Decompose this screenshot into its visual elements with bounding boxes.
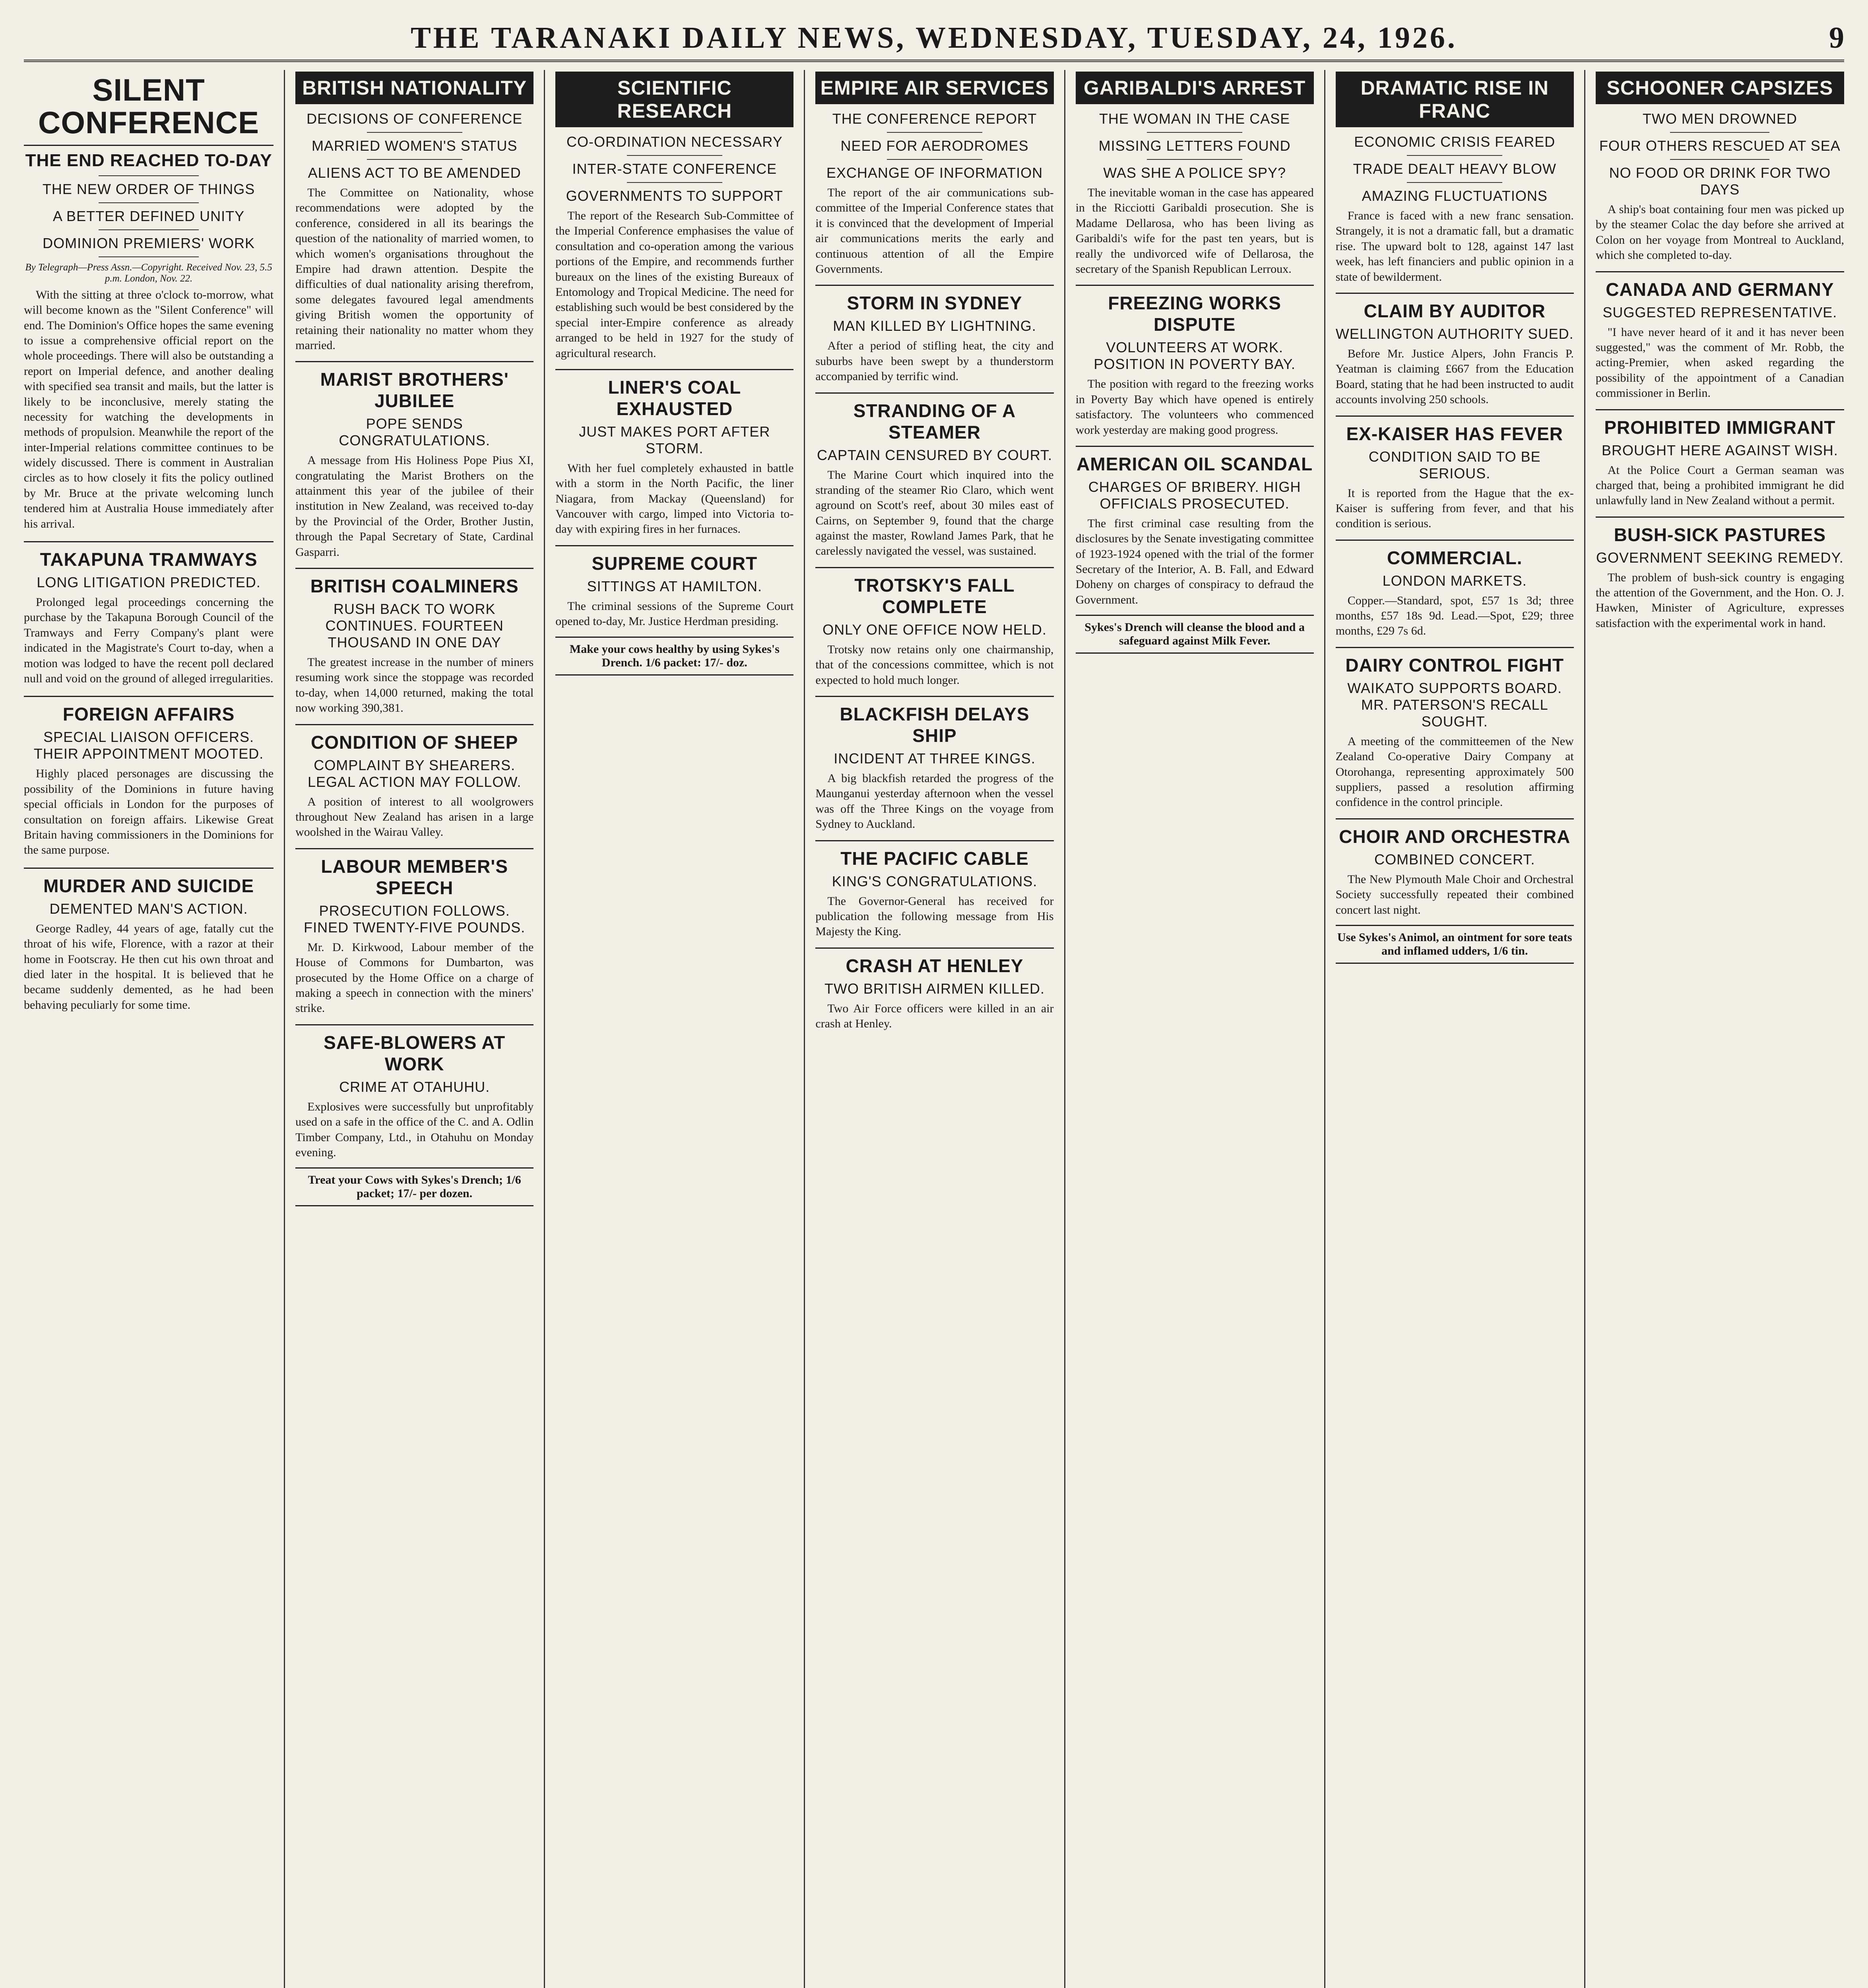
deck: NO FOOD OR DRINK FOR TWO DAYS bbox=[1609, 165, 1831, 198]
deck: TWO MEN DROWNED bbox=[1642, 111, 1797, 127]
deck: GOVERNMENT SEEKING REMEDY. bbox=[1596, 549, 1844, 566]
section-headline: CHOIR AND ORCHESTRA bbox=[1336, 818, 1574, 847]
column-header: BRITISH NATIONALITY bbox=[295, 72, 533, 104]
deck: INCIDENT AT THREE KINGS. bbox=[834, 750, 1036, 767]
deck: VOLUNTEERS AT WORK. POSITION IN POVERTY BAY. bbox=[1094, 339, 1296, 373]
deck: THE NEW ORDER OF THINGS bbox=[42, 181, 255, 197]
deck: FOUR OTHERS RESCUED AT SEA bbox=[1599, 138, 1841, 154]
advertisement: Sykes's Drench will cleanse the blood and a safeguard against Milk Fever. bbox=[1076, 615, 1314, 654]
article-body: Two Air Force officers were killed in an air crash at Henley. bbox=[815, 1002, 1054, 1031]
column-header: SCIENTIFIC RESEARCH bbox=[555, 72, 793, 127]
article-takapuna-tramways bbox=[24, 541, 274, 686]
deck: LONDON MARKETS. bbox=[1382, 572, 1527, 589]
article-body: The New Plymouth Male Choir and Orchestral Society successfully repeated their combined concert last night. bbox=[1335, 872, 1574, 916]
deck: DECISIONS OF CONFERENCE bbox=[306, 111, 523, 127]
deck: NEED FOR AERODROMES bbox=[840, 138, 1029, 154]
deck: WAIKATO SUPPORTS BOARD. MR. PATERSON'S RECALL SOUGHT. bbox=[1347, 679, 1562, 730]
deck: THE END REACHED TO-DAY bbox=[25, 150, 272, 170]
deck: INTER-STATE CONFERENCE bbox=[572, 161, 777, 177]
deck: CONDITION SAID TO BE SERIOUS. bbox=[1368, 448, 1541, 481]
deck: WAS SHE A POLICE SPY? bbox=[1103, 165, 1286, 181]
section-headline: SUPREME COURT bbox=[555, 545, 793, 574]
column-6 bbox=[1324, 70, 1584, 1988]
section-headline: CANADA AND GERMANY bbox=[1596, 271, 1844, 300]
article-body: France is faced with a new franc sensation. Strangely, it is not a dramatic fall, but a dramatic rise. The upward bolt to 128, against 147 last week, has left financiers and public opinion in a state of bewilderment. bbox=[1335, 209, 1574, 283]
section-headline: THE PACIFIC CABLE bbox=[815, 840, 1053, 869]
deck: BROUGHT HERE AGAINST WISH. bbox=[1602, 442, 1838, 458]
deck: COMBINED CONCERT. bbox=[1374, 851, 1535, 868]
newspaper-title: THE TARANAKI DAILY NEWS, WEDNESDAY, TUESDAY, 24, 1926. bbox=[411, 21, 1457, 54]
article-body: The position with regard to the freezing works in Poverty Bay which have opened is entirely satisfactory. The volunteers who commenced work yesterday are making good progress. bbox=[1075, 377, 1314, 437]
article-body: A ship's boat containing four men was picked up by the steamer Colac the day before she arrived at Colon on her voyage from Montreal to Auckland, which she completed to-day. bbox=[1595, 203, 1844, 262]
deck: A BETTER DEFINED UNITY bbox=[53, 208, 245, 224]
article-body: "I have never heard of it and it has never been suggested," was the comment of Mr. Robb, the acting-Premier, when asked regarding the possibility of the appointment of a Canadian commissioner in Berlin. bbox=[1595, 325, 1844, 400]
section-headline: LINER'S COAL EXHAUSTED bbox=[555, 369, 793, 419]
deck: MARRIED WOMEN'S STATUS bbox=[311, 138, 518, 154]
article-body: The Committee on Nationality, whose recommendations were adopted by the conference, considered in all its bearings the question of the nationality of married women, to which women's organisations throughout the Empire had drawn attention. Despite the difficulties of dual nationality arising therefrom, some delegates favoured legal amendments giving British women the opportunity of retaining their nationality no matter whom they married. bbox=[295, 186, 534, 352]
section-headline: EX-KAISER HAS FEVER bbox=[1336, 415, 1574, 445]
deck: POPE SENDS CONGRATULATIONS. bbox=[339, 415, 491, 449]
column-1 bbox=[24, 70, 284, 1988]
article-body: Copper.—Standard, spot, £57 1s 3d; three months, £57 18s 9d. Lead.—Spot, £29; three months, £29 7s 6d. bbox=[1335, 594, 1574, 638]
article-body: It is reported from the Hague that the ex-Kaiser is suffering from fever, and that his condition is serious. bbox=[1335, 486, 1574, 530]
article-body: The report of the air communications sub-committee of the Imperial Conference states that it is convinced that the development of Imperial air communications merits the early and continuous attention of all the Empire Governments. bbox=[815, 186, 1054, 276]
columns bbox=[24, 70, 1844, 1988]
section-headline: DAIRY CONTROL FIGHT bbox=[1336, 647, 1574, 676]
article-body: The problem of bush-sick country is engaging the attention of the Government, and the Hon. O. J. Hawken, Minister of Agriculture, expresses satisfaction with the experimental work in hand. bbox=[1595, 571, 1844, 630]
article-body: The greatest increase in the number of miners resuming work since the stoppage was recorded to-day, when 14,000 returned, making the total now working 390,381. bbox=[295, 656, 534, 715]
deck: LONG LITIGATION PREDICTED. bbox=[37, 574, 261, 591]
column-5 bbox=[1064, 70, 1324, 1988]
deck: AMAZING FLUCTUATIONS bbox=[1362, 188, 1548, 204]
deck: COMPLAINT BY SHEARERS. LEGAL ACTION MAY FOLLOW. bbox=[307, 757, 522, 790]
deck: SUGGESTED REPRESENTATIVE. bbox=[1602, 304, 1837, 320]
advertisement: Treat your Cows with Sykes's Drench; 1/6 packet; 17/- per dozen. bbox=[295, 1167, 533, 1206]
deck: RUSH BACK TO WORK CONTINUES. FOURTEEN THOUSAND IN ONE DAY bbox=[325, 601, 504, 651]
article-body: The first criminal case resulting from the disclosures by the Senate investigating committee of 1923-1924 opened with the trial of the former Secretary of the Interior, A. B. Fall, and Edward Doheny on charges of conspiracy to defraud the Government. bbox=[1075, 516, 1314, 606]
article-body: At the Police Court a German seaman was charged that, being a prohibited immigrant he did unlawfully land in New Zealand without a permit. bbox=[1595, 463, 1844, 507]
section-headline: PROHIBITED IMMIGRANT bbox=[1596, 409, 1844, 438]
article-foreign-affairs bbox=[24, 696, 274, 858]
article-body: With her fuel completely exhausted in battle with a storm in the North Pacific, the liner Niagara, from Mackay (Queensland) for Vancouver with cargo, limped into Victoria to-day with expiring fires in her furnaces. bbox=[555, 461, 794, 536]
article-body: Mr. D. Kirkwood, Labour member of the House of Commons for Dumbarton, was prosecuted by the Home Office on a charge of making a speech in connection with the miners' strike. bbox=[295, 940, 534, 1015]
deck: GOVERNMENTS TO SUPPORT bbox=[566, 188, 783, 204]
deck: MISSING LETTERS FOUND bbox=[1098, 138, 1291, 154]
article-body: Highly placed personages are discussing the possibility of the Dominions in future having special officials in London for the purposes of consultation on foreign affairs. Likewise Great Britain having commissioners in the Dominions for the same purpose. bbox=[24, 767, 274, 857]
section-headline: TAKAPUNA TRAMWAYS bbox=[24, 541, 274, 570]
headline: SILENT CONFERENCE bbox=[38, 72, 260, 140]
article-body: With the sitting at three o'clock to-morrow, what will become known as the "Silent Conference" will end. The Dominion's Office hopes the same evening to issue a comprehensive official report on the whole proceedings. There will also be outstanding a report on Imperial defence, and another dealing with specified sea transit and mails, but the latter is likely to be inconclusive, merely stating the necessity for watching the developments in methods of propulsion. Meanwhile the report of the inter-Imperial relations committee continues to be widely discussed. There is comment in Australian circles as to how closely it fits the policy outlined by Mr. Bruce at the private welcoming lunch tendered him at Australia House immediately after his arrival. bbox=[24, 288, 274, 530]
column-header: EMPIRE AIR SERVICES bbox=[815, 72, 1053, 104]
column-2 bbox=[284, 70, 544, 1988]
section-headline: SAFE-BLOWERS AT WORK bbox=[295, 1024, 533, 1075]
article-body: A big blackfish retarded the progress of the Maunganui yesterday afternoon when the vessel was off the Three Kings on the voyage from Sydney to Auckland. bbox=[815, 772, 1054, 831]
deck: SITTINGS AT HAMILTON. bbox=[587, 578, 762, 594]
article-body: The Governor-General has received for publication the following message from His Majesty the King. bbox=[815, 894, 1054, 938]
deck: CRIME AT OTAHUHU. bbox=[339, 1078, 490, 1095]
article-body: The Marine Court which inquired into the stranding of the steamer Rio Claro, which went aground on Scott's reef, about 30 miles east of Cairns, on September 9, found that the charge against the master, Rowland James Park, that he carelessly navigated the vessel, was sustained. bbox=[815, 468, 1054, 558]
article-body: Before Mr. Justice Alpers, John Francis P. Yeatman is claiming £667 from the Education Board, stating that he had been instructed to audit accounts involving 250 schools. bbox=[1335, 347, 1574, 406]
article-body: After a period of stifling heat, the city and suburbs have been swept by a thunderstorm accompanied by terrific wind. bbox=[815, 339, 1054, 383]
deck: SPECIAL LIAISON OFFICERS. THEIR APPOINTMENT MOOTED. bbox=[33, 729, 264, 762]
section-headline: BRITISH COALMINERS bbox=[295, 568, 533, 597]
column-4 bbox=[804, 70, 1064, 1988]
article-body: The inevitable woman in the case has appeared in the Ricciotti Garibaldi prosecution. She is Madame Dellarosa, who has been living as Garibaldi's wife for the past ten years, but is really the undivorced wife of Dellarosa, the secretary of the Spanish Republican Lerroux. bbox=[1075, 186, 1314, 276]
article-body: Explosives were successfully but unprofitably used on a safe in the office of the C. and A. Odlin Timber Company, Ltd., in Otahuhu on Monday evening. bbox=[295, 1100, 534, 1159]
dateline: By Telegraph—Press Assn.—Copyright. Received Nov. 23, 5.5 p.m. London, Nov. 22. bbox=[25, 262, 272, 284]
article-body: A position of interest to all woolgrowers throughout New Zealand has arisen in a large woolshed in the Wairau Valley. bbox=[295, 795, 534, 839]
column-3 bbox=[544, 70, 804, 1988]
article-body: A message from His Holiness Pope Pius XI, congratulating the Marist Brothers on the attainment this year of the jubilee of their institution in New Zealand, was received to-day by the Provincial of the Order, Brother Justin, through the Papal Secretary of State, Cardinal Gasparri. bbox=[295, 454, 534, 559]
deck: EXCHANGE OF INFORMATION bbox=[826, 165, 1043, 181]
article-murder-suicide bbox=[24, 868, 274, 1013]
article-body: Prolonged legal proceedings concerning the purchase by the Takapuna Borough Council of the Tramways and Ferry Company's plant were indicated in the Magistrate's Court to-day, when a motion was lodged to have the recent poll declared null and void on the ground of alleged irregularities. bbox=[24, 596, 274, 685]
section-headline: TROTSKY'S FALL COMPLETE bbox=[815, 567, 1053, 617]
section-headline: MURDER AND SUICIDE bbox=[24, 868, 274, 897]
deck: ONLY ONE OFFICE NOW HELD. bbox=[822, 621, 1047, 638]
section-headline: AMERICAN OIL SCANDAL bbox=[1076, 446, 1314, 475]
deck: ALIENS ACT TO BE AMENDED bbox=[308, 165, 521, 181]
deck: THE WOMAN IN THE CASE bbox=[1099, 111, 1290, 127]
advertisement: Use Sykes's Animol, an ointment for sore teats and inflamed udders, 1/6 tin. bbox=[1336, 925, 1574, 964]
deck: CO-ORDINATION NECESSARY bbox=[566, 134, 783, 150]
deck: WELLINGTON AUTHORITY SUED. bbox=[1335, 325, 1574, 342]
deck: CAPTAIN CENSURED BY COURT. bbox=[817, 447, 1053, 463]
deck: ECONOMIC CRISIS FEARED bbox=[1354, 134, 1556, 150]
deck: CHARGES OF BRIBERY. HIGH OFFICIALS PROSECUTED. bbox=[1088, 478, 1301, 512]
deck: JUST MAKES PORT AFTER STORM. bbox=[579, 423, 770, 456]
deck: PROSECUTION FOLLOWS. FINED TWENTY-FIVE POUNDS. bbox=[304, 902, 526, 936]
section-headline: MARIST BROTHERS' JUBILEE bbox=[295, 361, 533, 412]
section-headline: FREEZING WORKS DISPUTE bbox=[1076, 285, 1314, 335]
deck: THE CONFERENCE REPORT bbox=[832, 111, 1037, 127]
column-header: GARIBALDI'S ARREST bbox=[1076, 72, 1314, 104]
section-headline: BUSH-SICK PASTURES bbox=[1596, 516, 1844, 546]
section-headline: CONDITION OF SHEEP bbox=[295, 724, 533, 753]
article-body: The criminal sessions of the Supreme Court opened to-day, Mr. Justice Herdman presiding. bbox=[555, 599, 794, 628]
section-headline: LABOUR MEMBER'S SPEECH bbox=[295, 848, 533, 899]
article-silent-conference bbox=[24, 74, 274, 532]
section-headline: STRANDING OF A STEAMER bbox=[815, 392, 1053, 443]
deck: MAN KILLED BY LIGHTNING. bbox=[833, 318, 1036, 334]
masthead bbox=[24, 16, 1844, 62]
article-body: George Radley, 44 years of age, fatally cut the throat of his wife, Florence, with a razor at their home in Footscray. He then cut his own throat and died later in the hospital. It is believed that he became suddenly demented, as he had been behaving peculiarly for some time. bbox=[24, 922, 274, 1011]
column-header: DRAMATIC RISE IN FRANC bbox=[1336, 72, 1574, 127]
deck: DOMINION PREMIERS' WORK bbox=[43, 235, 255, 251]
section-headline: COMMERCIAL. bbox=[1336, 540, 1574, 569]
deck: TRADE DEALT HEAVY BLOW bbox=[1353, 161, 1556, 177]
deck: DEMENTED MAN'S ACTION. bbox=[49, 900, 248, 917]
deck: KING'S CONGRATULATIONS. bbox=[832, 873, 1038, 889]
section-headline: BLACKFISH DELAYS SHIP bbox=[815, 696, 1053, 746]
page-number: 9 bbox=[1829, 21, 1844, 54]
column-header: SCHOONER CAPSIZES bbox=[1596, 72, 1844, 104]
section-headline: CRASH AT HENLEY bbox=[815, 947, 1053, 977]
section-headline: FOREIGN AFFAIRS bbox=[24, 696, 274, 725]
column-7 bbox=[1584, 70, 1844, 1988]
deck: TWO BRITISH AIRMEN KILLED. bbox=[824, 980, 1045, 997]
section-headline: CLAIM BY AUDITOR bbox=[1336, 293, 1574, 322]
article-body: Trotsky now retains only one chairmanship, that of the concessions committee, which is not expected to hold much longer. bbox=[815, 643, 1054, 687]
section-headline: STORM IN SYDNEY bbox=[815, 285, 1053, 314]
article-body: A meeting of the committeemen of the New Zealand Co-operative Dairy Company at Otorohanga, representing approximately 500 suppliers, passed a resolution affirming confidence in the control principle. bbox=[1335, 734, 1574, 809]
advertisement: Make your cows healthy by using Sykes's Drench. 1/6 packet: 17/- doz. bbox=[555, 637, 793, 676]
article-body: The report of the Research Sub-Committee of the Imperial Conference emphasises the value of consultation and co-operation among the various portions of the Empire, and recommends further bureaux on the lines of the existing Bureaux of Entomology and Tropical Medicine. The need for establishing such would be best considered by the special inter-Empire conference as already arranged to be held in 1927 for the study of agricultural research. bbox=[555, 209, 794, 360]
